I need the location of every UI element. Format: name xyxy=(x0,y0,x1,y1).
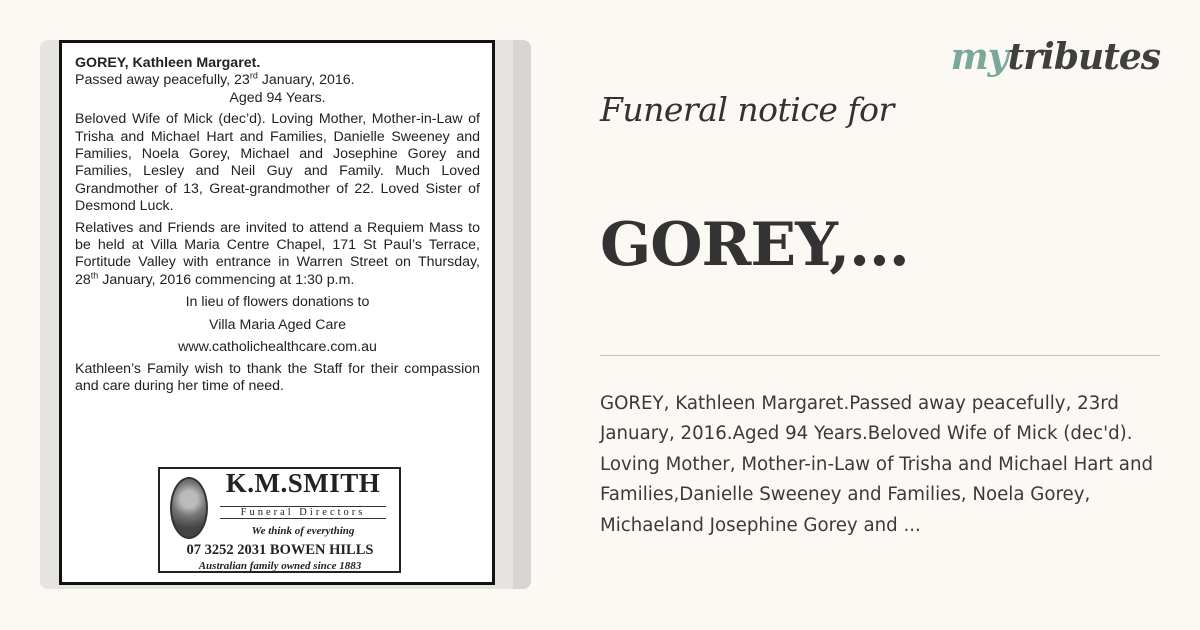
notice-age: Aged 94 Years. xyxy=(229,89,326,106)
notice-image xyxy=(40,40,531,589)
mytributes-logo[interactable]: mytributes xyxy=(950,36,1160,78)
portrait-icon xyxy=(170,477,208,539)
funeral-notice-label: Funeral notice for xyxy=(600,90,894,129)
divider xyxy=(600,355,1160,356)
notice-donation-line: In lieu of flowers donations to xyxy=(185,294,370,311)
ad-company-name: K.M.SMITH xyxy=(225,468,381,498)
notice-donation-url: www.catholichealthcare.com.au xyxy=(178,339,377,356)
funeral-director-ad xyxy=(158,467,401,573)
ad-since: Australian family owned since 1883 xyxy=(198,560,362,572)
notice-passed: Passed away peacefully, 23rd January, 2016. xyxy=(75,70,355,89)
notice-thanks: Kathleen’s Family wish to thank the Staff for their compassion and care during her time of need. xyxy=(75,360,480,394)
notice-title: GOREY, Kathleen Margaret. xyxy=(75,55,261,71)
notice-body-family: Beloved Wife of Mick (dec’d). Loving Mother, Mother-in-Law of Trisha and Michael Hart and Families, Danielle Sweeney and Families, Noela Gorey, Michael and Josephine Gorey and Families, Lesley and Neil Guy and Family. Much Loved Grandmother of 13, Great-grandmother of 22. Loved Sister of Desmond Luck. xyxy=(75,111,480,215)
image-edge-shade xyxy=(513,40,531,589)
newspaper-notice xyxy=(59,40,495,585)
notice-excerpt: GOREY, Kathleen Margaret.Passed away peacefully, 23rd January, 2016.Aged 94 Years.Beloved Wife of Mick (dec'd). Loving Mother, Mother-in-Law of Trisha and Michael Hart and Families,Danielle Sweeney and Families, Noela Gorey, Michaeland Josephine Gorey and ... xyxy=(600,393,1154,536)
ad-phone: 07 3252 2031 BOWEN HILLS xyxy=(186,542,374,558)
notice-donation-org: Villa Maria Aged Care xyxy=(209,316,346,333)
notice-body-service: Relatives and Friends are invited to attend a Requiem Mass to be held at Villa Maria Centre Chapel, 171 St Paul’s Terrace, Fortitude Valley with entrance in Warren Street on Thursday, 28th January, 2016 commencing at 1:30 p.m. xyxy=(75,219,480,288)
ad-subtitle: Funeral Directors xyxy=(220,506,386,519)
ad-tagline: We think of everything xyxy=(251,525,355,537)
deceased-name: GOREY,... xyxy=(600,210,909,280)
